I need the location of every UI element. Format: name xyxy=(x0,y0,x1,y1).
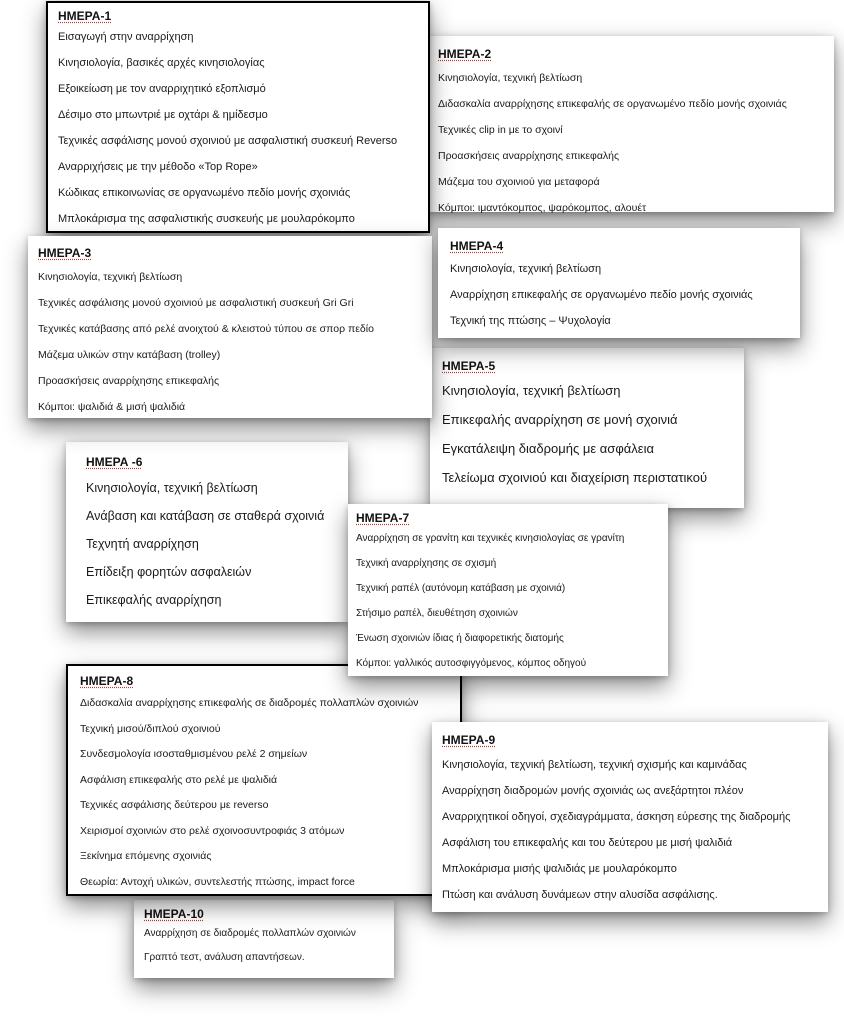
list-item: Αναρρίχηση επικεφαλής σε οργανωμένο πεδίο μονής σχοινιάς xyxy=(450,289,753,301)
list-item: Τεχνική μισού/διπλού σχοινιού xyxy=(80,722,221,735)
day-3-card xyxy=(28,236,432,418)
day-4-list xyxy=(450,256,788,334)
list-item: Ασφάλιση επικεφαλής στο ρελέ με ψαλιδιά xyxy=(80,773,278,786)
day-6-card xyxy=(66,442,348,622)
list-item: Επικεφαλής αναρρίχηση σε μονή σχοινιά xyxy=(442,412,678,427)
list-item: Διδασκαλία αναρρίχησης επικεφαλής σε διαδρομές πολλαπλών σχοινιών xyxy=(80,697,419,709)
list-item: Μπλοκάρισμα μισής ψαλιδιάς με μουλαρόκομπο xyxy=(442,863,677,875)
list-item: Εξοικείωση με τον αναρριχητικό εξοπλισμό xyxy=(58,83,266,95)
list-item: Κινησιολογία, τεχνική βελτίωση xyxy=(438,72,583,84)
list-item: Τεχνική ραπέλ (αυτόνομη κατάβαση με σχοινιά) xyxy=(356,583,566,594)
day-3-list xyxy=(38,264,422,420)
list-item: Τεχνικές κατάβασης από ρελέ ανοιχτού & κλειστού τύπου σε σπορ πεδίο xyxy=(38,323,374,335)
list-item: Κινησιολογία, τεχνική βελτίωση xyxy=(38,271,183,283)
list-item: Ξεκίνημα επόμενης σχοινιάς xyxy=(80,850,212,862)
list-item: Επικεφαλής αναρρίχηση xyxy=(86,593,222,607)
list-item: Γραπτό τεστ, ανάλυση απαντήσεων. xyxy=(144,952,305,963)
list-item: Κώδικας επικοινωνίας σε οργανωμένο πεδίο μονής σχοινιάς xyxy=(58,187,351,199)
list-item: Ανάβαση και κατάβαση σε σταθερά σχοινιά xyxy=(86,509,325,523)
list-item: Αναρρίχηση σε διαδρομές πολλαπλών σχοινιών xyxy=(144,928,356,939)
list-item: Αναρρίχηση διαδρομών μονής σχοινιάς ως ανεξάρτητοι πλέον xyxy=(442,785,744,797)
day-8-title: ΗΜΕΡΑ-8 xyxy=(80,674,134,688)
day-9-list xyxy=(442,752,818,908)
day-4-title: ΗΜΕΡΑ-4 xyxy=(450,239,504,253)
list-item: Τεχνικές clip in με το σχοινί xyxy=(438,124,563,136)
list-item: Εγκατάλειψη διαδρομής με ασφάλεια xyxy=(442,441,654,456)
list-item: Δέσιμο στο μπωντριέ με οχτάρι & ημίδεσμο xyxy=(58,109,268,121)
list-item: Τεχνικές ασφάλισης μονού σχοινιού με ασφαλιστική συσκευή Gri Gri xyxy=(38,297,354,309)
day-6-list xyxy=(86,474,328,614)
day-9-title: ΗΜΕΡΑ-9 xyxy=(442,733,496,747)
day-8-list xyxy=(80,691,448,895)
list-item: Προασκήσεις αναρρίχησης επικεφαλής xyxy=(38,375,220,387)
day-1-list xyxy=(58,24,418,232)
day-5-title: ΗΜΕΡΑ-5 xyxy=(442,359,496,373)
day-8-card xyxy=(66,664,462,896)
list-item: Ασφάλιση του επικεφαλής και του δεύτερου με μισή ψαλιδιά xyxy=(442,837,733,849)
list-item: Τεχνητή αναρρίχηση xyxy=(86,537,199,551)
day-3-title: ΗΜΕΡΑ-3 xyxy=(38,246,92,260)
list-item: Μάζεμα υλικών στην κατάβαση (trolley) xyxy=(38,349,221,361)
day-2-list xyxy=(438,65,824,221)
day-5-card xyxy=(430,348,744,508)
list-item: Αναρριχήσεις με την μέθοδο «Top Rope» xyxy=(58,161,258,173)
list-item: Θεωρία: Αντοχή υλικών, συντελεστής πτώσης, impact force xyxy=(80,875,355,888)
day-4-card xyxy=(438,228,800,338)
list-item: Κινησιολογία, τεχνική βελτίωση xyxy=(442,383,621,398)
list-item: Κόμποι: ψαλιδιά & μισή ψαλιδιά xyxy=(38,401,186,413)
day-7-title: ΗΜΕΡΑ-7 xyxy=(356,511,410,525)
list-item: Διδασκαλία αναρρίχησης επικεφαλής σε οργανωμένο πεδίο μονής σχοινιάς xyxy=(438,98,787,110)
list-item: Κόμποι: γαλλικός αυτοσφιγγόμενος, κόμπος οδηγού xyxy=(356,658,587,669)
list-item: Τεχνικές ασφάλισης μονού σχοινιού με ασφαλιστική συσκευή Reverso xyxy=(58,135,398,147)
list-item: Ένωση σχοινιών ίδιας ή διαφορετικής διατομής xyxy=(356,633,564,644)
list-item: Πτώση και ανάλυση δυνάμεων στην αλυσίδα ασφάλισης. xyxy=(442,889,718,901)
list-item: Τελείωμα σχοινιού και διαχείριση περιστατικού xyxy=(442,470,708,485)
day-10-list xyxy=(144,922,384,970)
list-item: Κόμποι: ιμαντόκομπος, ψαρόκομπος, αλουέτ xyxy=(438,202,647,214)
list-item: Στήσιμο ραπέλ, διευθέτηση σχοινιών xyxy=(356,608,518,619)
day-7-card xyxy=(348,504,668,676)
list-item: Κινησιολογία, τεχνική βελτίωση xyxy=(450,263,602,275)
list-item: Προασκήσεις αναρρίχησης επικεφαλής xyxy=(438,150,620,162)
list-item: Επίδειξη φορητών ασφαλειών xyxy=(86,565,252,579)
list-item: Κινησιολογία, τεχνική βελτίωση, τεχνική σχισμής και καμινάδας xyxy=(442,759,747,771)
day-2-title: ΗΜΕΡΑ-2 xyxy=(438,47,492,61)
list-item: Εισαγωγή στην αναρρίχηση xyxy=(58,31,194,43)
list-item: Μπλοκάρισμα της ασφαλιστικής συσκευής με μουλαρόκομπο xyxy=(58,213,355,225)
day-10-title: ΗΜΕΡΑ-10 xyxy=(144,907,204,921)
list-item: Κινησιολογία, τεχνική βελτίωση xyxy=(86,481,258,495)
day-9-card xyxy=(432,722,828,912)
list-item: Μάζεμα του σχοινιού για μεταφορά xyxy=(438,176,600,188)
list-item: Τεχνική της πτώσης – Ψυχολογία xyxy=(450,315,611,327)
day-1-title: ΗΜΕΡΑ-1 xyxy=(58,9,112,23)
list-item: Τεχνική αναρρίχησης σε σχισμή xyxy=(356,558,497,569)
list-item: Αναρριχητικοί οδηγοί, σχεδιαγράμματα, άσκηση εύρεσης της διαδρομής xyxy=(442,811,791,823)
list-item: Κινησιολογία, βασικές αρχές κινησιολογίας xyxy=(58,57,265,69)
day-6-title: ΗΜΕΡΑ -6 xyxy=(86,455,143,469)
list-item: Χειρισμοί σχοινιών στο ρελέ σχοινοσυντροφιάς 3 ατόμων xyxy=(80,824,345,837)
day-5-list xyxy=(442,376,732,492)
list-item: Αναρρίχηση σε γρανίτη και τεχνικές κινησιολογίας σε γρανίτη xyxy=(356,533,625,544)
day-1-card xyxy=(46,1,430,233)
list-item: Τεχνικές ασφάλισης δεύτερου με reverso xyxy=(80,799,269,811)
list-item: Συνδεσμολογία ισοσταθμισμένου ρελέ 2 σημείων xyxy=(80,748,308,760)
day-10-card xyxy=(134,900,394,978)
day-2-card xyxy=(428,36,834,212)
day-7-list xyxy=(356,526,660,676)
